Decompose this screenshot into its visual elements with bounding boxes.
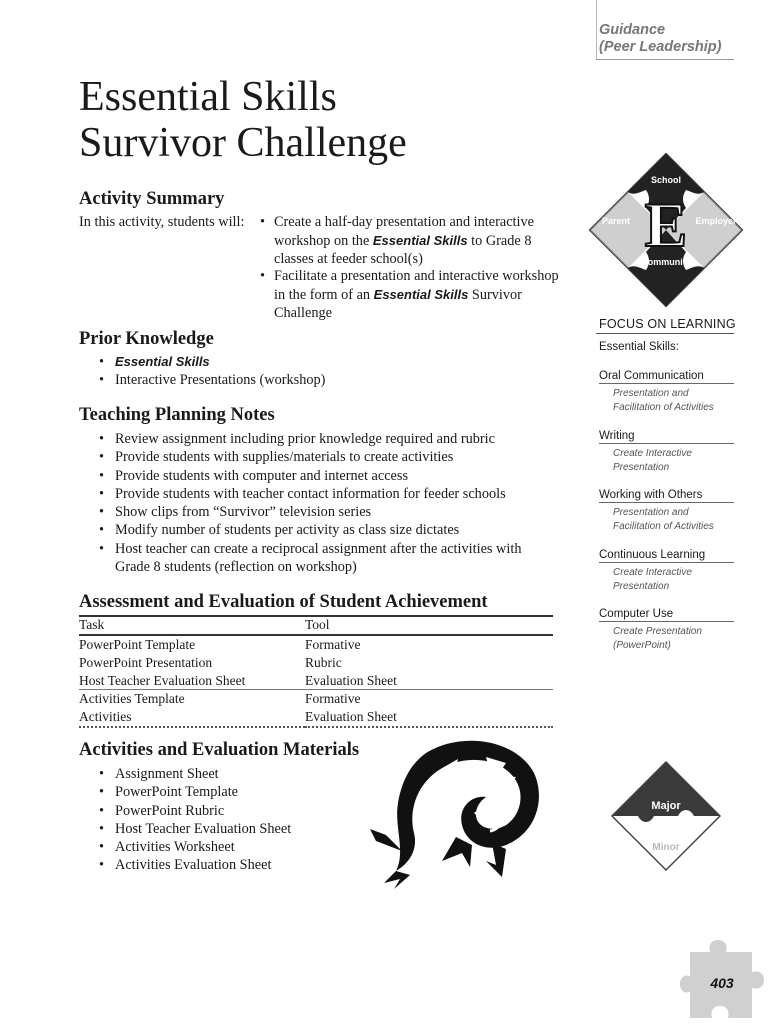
bullet-icon: •	[99, 540, 105, 557]
list-item: • Interactive Presentations (workshop)	[99, 372, 326, 389]
bullet-icon: •	[99, 784, 105, 801]
essential-skills-emblem	[586, 150, 746, 310]
focus-rule	[596, 333, 734, 334]
emblem-label-right: Employer	[695, 216, 737, 226]
bullet-icon: •	[99, 504, 105, 521]
list-item: • Activities Worksheet	[99, 839, 235, 856]
focus-heading: FOCUS ON LEARNING	[599, 317, 736, 331]
skill-computer-use	[599, 608, 734, 653]
list-item: • Review assignment including prior knowledge required and rubric	[99, 431, 495, 447]
bullet-icon: •	[99, 802, 105, 819]
list-item: • Show clips from “Survivor” television series	[99, 504, 372, 521]
bullet-icon: •	[99, 820, 105, 837]
course-name: (Peer Leadership)	[599, 39, 722, 55]
bullet-icon: •	[99, 522, 105, 539]
emblem-label-bottom: Community	[641, 257, 691, 267]
bullet-icon: •	[99, 485, 105, 502]
course-label	[599, 22, 731, 56]
table-row: Host Teacher Evaluation Sheet Evaluation Sheet	[79, 672, 553, 690]
list-item: • Essential Skills	[99, 354, 210, 370]
skill-writing	[599, 430, 734, 475]
minor-label: Minor	[652, 842, 680, 853]
column-header-task: Task	[79, 616, 305, 635]
bullet-icon: •	[99, 766, 105, 782]
bullet-icon: •	[99, 857, 105, 874]
list-item: • Modify number of students per activity as class size dictates	[99, 522, 460, 539]
skill-continuous-learning	[599, 549, 734, 594]
bullet-icon: •	[99, 449, 105, 466]
materials-list	[79, 765, 379, 875]
table-row: PowerPoint Template Formative	[79, 635, 553, 654]
skill-name: Computer Use	[599, 608, 734, 622]
list-item: • Provide students with supplies/materials to create activities	[99, 449, 454, 466]
lizard-body	[370, 741, 539, 889]
table-row: Activities Template Formative	[79, 691, 361, 707]
page-number: 403	[710, 975, 734, 991]
subject-name: Guidance	[599, 22, 666, 38]
assessment-heading: Assessment and Evaluation of Student Achievement	[79, 592, 488, 612]
activity-summary-heading: Activity Summary	[79, 189, 225, 209]
essential-skills-label: Essential Skills:	[599, 341, 679, 353]
title-line-1: Essential Skills	[79, 74, 337, 120]
level-indicator	[610, 760, 722, 872]
skill-oral-communication	[599, 370, 734, 415]
prior-knowledge-heading: Prior Knowledge	[79, 329, 214, 349]
assessment-table	[79, 616, 553, 728]
emblem-letter: E	[644, 189, 688, 260]
header-divider	[596, 0, 597, 60]
skill-description: Create Interactive Presentation	[613, 567, 692, 592]
table-header-row	[79, 616, 553, 635]
table-row: PowerPoint Presentation Rubric	[79, 654, 342, 670]
list-item: • Provide students with computer and internet access	[99, 467, 409, 484]
skill-name: Working with Others	[599, 489, 734, 503]
bullet-icon: •	[99, 372, 105, 389]
skill-name: Continuous Learning	[599, 549, 734, 563]
bullet-icon: •	[260, 268, 266, 285]
list-item: • Create a half-day presentation and interactive workshop on the Essential Skills to Grade 8 classes at feeder school(s)	[260, 214, 534, 267]
major-label: Major	[651, 800, 681, 812]
skill-description: Create Presentation (PowerPoint)	[613, 626, 702, 651]
bullet-icon: •	[99, 354, 105, 370]
title-line-2: Survivor Challenge	[79, 120, 407, 166]
skill-name: Writing	[599, 430, 734, 444]
bullet-icon: •	[99, 431, 105, 447]
bullet-icon: •	[99, 839, 105, 856]
activity-summary-list	[260, 214, 560, 323]
lizard-illustration	[366, 733, 544, 889]
teaching-notes-list	[79, 430, 549, 576]
page-title	[79, 74, 407, 166]
skill-name: Oral Communication	[599, 370, 734, 384]
list-item: • Facilitate a presentation and interactive workshop in the form of an Essential Skills Survivor Challenge	[260, 268, 559, 321]
skill-description: Presentation and Facilitation of Activities	[613, 388, 714, 413]
list-item: • PowerPoint Rubric	[99, 802, 225, 819]
teaching-notes-heading: Teaching Planning Notes	[79, 405, 275, 425]
activity-intro: In this activity, students will:	[79, 214, 245, 230]
bullet-icon: •	[260, 214, 266, 230]
materials-heading: Activities and Evaluation Materials	[79, 740, 360, 760]
table-row: Activities Evaluation Sheet	[79, 708, 553, 727]
header-rule	[596, 59, 734, 60]
skill-working-with-others	[599, 489, 734, 534]
list-item: • Provide students with teacher contact information for feeder schools	[99, 485, 506, 502]
list-item: • Assignment Sheet	[99, 766, 219, 782]
page-number-badge	[680, 938, 766, 1024]
list-item: • PowerPoint Template	[99, 784, 239, 801]
skill-description: Create Interactive Presentation	[613, 448, 692, 473]
emblem-label-top: School	[650, 175, 682, 185]
prior-knowledge-list	[79, 353, 549, 390]
list-item: • Host teacher can create a reciprocal assignment after the activities with Grade 8 students (reflection on workshop)	[99, 540, 522, 576]
emblem-label-left: Parent	[601, 216, 631, 226]
bullet-icon: •	[99, 467, 105, 484]
column-header-tool: Tool	[305, 616, 553, 635]
major-fill	[612, 762, 720, 822]
list-item: • Host Teacher Evaluation Sheet	[99, 820, 292, 837]
skill-description: Presentation and Facilitation of Activities	[613, 507, 714, 532]
list-item: • Activities Evaluation Sheet	[99, 857, 272, 874]
